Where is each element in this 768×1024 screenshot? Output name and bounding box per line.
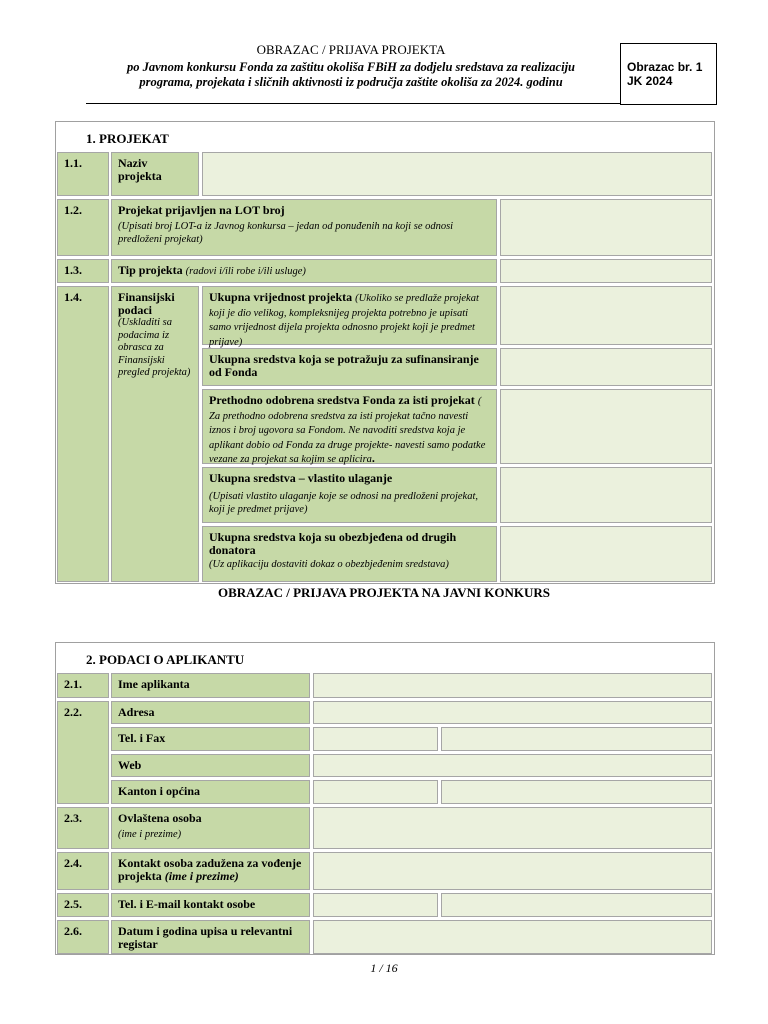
donor-funds-note: (Uz aplikaciju dostaviti dokaz o obezbjeđenim sredstava) [209,559,449,570]
header-rule [86,103,620,104]
row-2-4-note: (ime i prezime) [164,869,239,883]
own-funds-label-cell [202,467,497,523]
own-funds-field[interactable] [500,467,712,523]
municipality-field[interactable] [441,780,712,804]
requested-funds-label: Ukupna sredstva koja se potražuju za sufinansiranje od Fonda [202,348,497,386]
row-1-4-number: 1.4. [57,286,109,582]
previous-funds-note: ( Za prethodno odobrena sredstva za isti projekat tačno navesti iznos i broj ugovora sa Fondom. Ne navoditi sredstva koja je aplikant dobio od Fonda za druge projekte- navesti samo podatke vezane za projekat sa kojim se aplicira [209,396,486,465]
form-code: JK 2024 [627,74,673,88]
row-2-2-label: Adresa [111,701,310,724]
row-2-3-label: Ovlaštena osoba [118,811,202,825]
web-label: Web [111,754,310,777]
row-2-6-label: Datum i godina upisa u relevantni registar [111,920,310,954]
row-2-3-label-cell [111,807,310,849]
form-subtitle [86,60,616,90]
row-1-4-label: Finansijski podaci [118,290,175,317]
row-1-3-number: 1.3. [57,259,109,283]
project-type-field[interactable] [500,259,712,283]
donor-funds-field[interactable] [500,526,712,582]
row-2-3-number: 2.3. [57,807,109,849]
row-1-3-label: Tip projekta [118,263,183,277]
form-number-box [620,43,717,105]
canton-field[interactable] [313,780,438,804]
total-value-note: (Ukoliko se predlaže projekat koji je dio velikog, kompleksnijeg projekta potrebno je upisati samo vrijednost dijela projekta odnosno projekt koji je predmet prijave) [209,293,479,348]
row-1-1-label: Naziv projekta [111,152,199,196]
previous-funds-label-cell [202,389,497,464]
row-2-4-number-cell [57,852,109,890]
row-1-2-label: Projekat prijavljen na LOT broj [118,203,285,217]
row-2-4-number: 2.4. [64,856,82,870]
page-number: 1 / 16 [370,961,398,975]
row-1-3-note: (radovi i/ili robe i/ili usluge) [185,266,306,277]
form-subtitle-line-2: programa, projekata i sličnih aktivnosti iz područja zaštite okoliša za 2024. godinu [139,75,563,89]
section-2-title: 2. PODACI O APLIKANTU [86,652,386,668]
previous-funds-note-end: . [371,451,375,465]
row-2-1-number: 2.1. [57,673,109,698]
row-2-5-number: 2.5. [57,893,109,917]
previous-funds-label: Prethodno odobrena sredstva Fonda za isti projekat [209,393,475,407]
project-name-field[interactable] [202,152,712,196]
web-field[interactable] [313,754,712,777]
requested-funds-field[interactable] [500,348,712,386]
total-value-label: Ukupna vrijednost projekta [209,290,353,304]
mid-page-title: OBRAZAC / PRIJAVA PROJEKTA NA JAVNI KONKURS [217,585,551,600]
tel-field[interactable] [313,727,438,751]
contact-tel-field[interactable] [313,893,438,917]
row-2-2-number: 2.2. [57,701,109,804]
row-1-1-number: 1.1. [57,152,109,196]
donor-funds-label-cell [202,526,497,582]
form-number: Obrazac br. 1 [627,60,703,74]
lot-number-field[interactable] [500,199,712,256]
donor-funds-label: Ukupna sredstva koja su obezbjeđena od drugih donatora [209,530,457,557]
row-1-2-number: 1.2. [57,199,109,256]
row-2-6-number: 2.6. [57,920,109,954]
row-1-4-label-cell [111,286,199,582]
tel-fax-label: Tel. i Fax [111,727,310,751]
registration-date-field[interactable] [313,920,712,954]
section-1-title: 1. PROJEKAT [86,131,386,147]
contact-email-field[interactable] [441,893,712,917]
row-2-1-label: Ime aplikanta [111,673,310,698]
fax-field[interactable] [441,727,712,751]
previous-funds-field[interactable] [500,389,712,464]
authorized-person-field[interactable] [313,807,712,849]
row-2-3-note: (ime i prezime) [118,829,182,840]
canton-municipality-label: Kanton i općina [111,780,310,804]
row-2-5-label: Tel. i E-mail kontakt osobe [111,893,310,917]
row-1-3-label-cell [111,259,497,283]
row-2-4-label-cell [111,852,310,890]
form-subtitle-line-1: po Javnom konkursu Fonda za zaštitu okoliša FBiH za dodjelu sredstava za realizaciju [127,60,575,74]
total-value-field[interactable] [500,286,712,345]
address-field[interactable] [313,701,712,724]
contact-person-field[interactable] [313,852,712,890]
total-value-label-cell [202,286,497,348]
row-1-2-label-cell [111,199,497,256]
row-1-2-note: (Upisati broj LOT-a iz Javnog konkursa – jedan od ponuđenih na koji se odnosi predloženi projekat) [118,221,454,245]
own-funds-note: (Upisati vlastito ulaganje koje se odnosi na predloženi projekat, koji je predmet prijave) [209,491,478,515]
applicant-name-field[interactable] [313,673,712,698]
row-2-4-label: Kontakt osoba zadužena za vođenje projekta [118,856,302,883]
own-funds-label: Ukupna sredstva – vlastito ulaganje [209,471,393,485]
form-title: OBRAZAC / PRIJAVA PROJEKTA [256,42,446,57]
row-1-4-note: (Uskladiti sa podacima iz obrasca za Finansijski pregled projekta) [118,317,191,378]
